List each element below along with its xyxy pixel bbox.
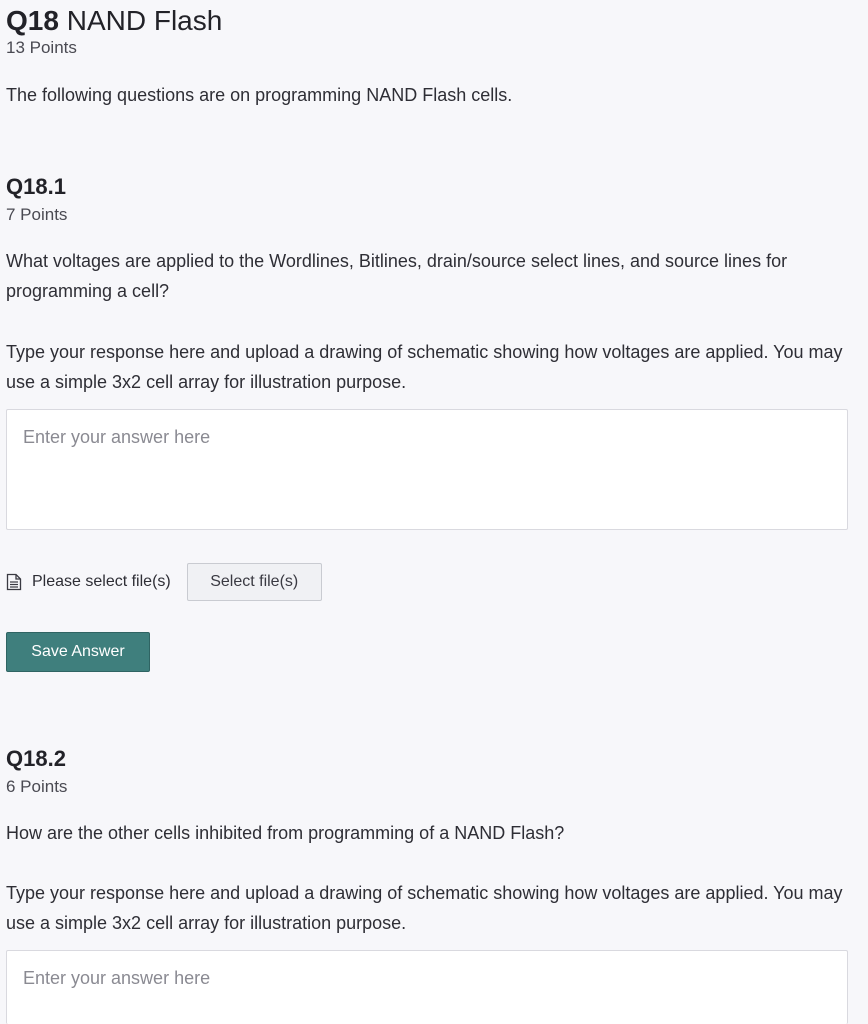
save-answer-button[interactable]: Save Answer — [6, 632, 150, 672]
question-points: 13 Points — [6, 38, 77, 57]
file-selection-label: Please select file(s) — [32, 573, 171, 590]
question-title — [6, 4, 222, 38]
file-upload-row — [6, 563, 322, 601]
question-number: Q18 — [6, 5, 59, 36]
file-icon — [6, 573, 22, 591]
subquestion-1-instructions: Type your response here and upload a drawing of schematic showing how voltages are applied. You may use a simple 3x2 cell array for illustration purpose. — [6, 342, 843, 392]
subquestion-1-points: 7 Points — [6, 205, 68, 224]
subquestion-2-title: Q18.2 — [6, 746, 66, 771]
subquestion-2-prompt: How are the other cells inhibited from programming of a NAND Flash? — [6, 823, 565, 843]
subquestion-1-title: Q18.1 — [6, 174, 66, 199]
question-description: The following questions are on programming NAND Flash cells. — [6, 85, 513, 105]
subquestion-2-answer-input[interactable] — [6, 950, 848, 1024]
select-files-button[interactable]: Select file(s) — [187, 563, 322, 601]
subquestion-2-points: 6 Points — [6, 777, 68, 796]
question-title-text: NAND Flash — [66, 5, 223, 36]
subquestion-1-answer-input[interactable] — [6, 409, 848, 530]
subquestion-1-prompt: What voltages are applied to the Wordlines, Bitlines, drain/source select lines, and source lines for programming a cell? — [6, 251, 788, 301]
subquestion-2-instructions: Type your response here and upload a drawing of schematic showing how voltages are applied. You may use a simple 3x2 cell array for illustration purpose. — [6, 883, 843, 933]
